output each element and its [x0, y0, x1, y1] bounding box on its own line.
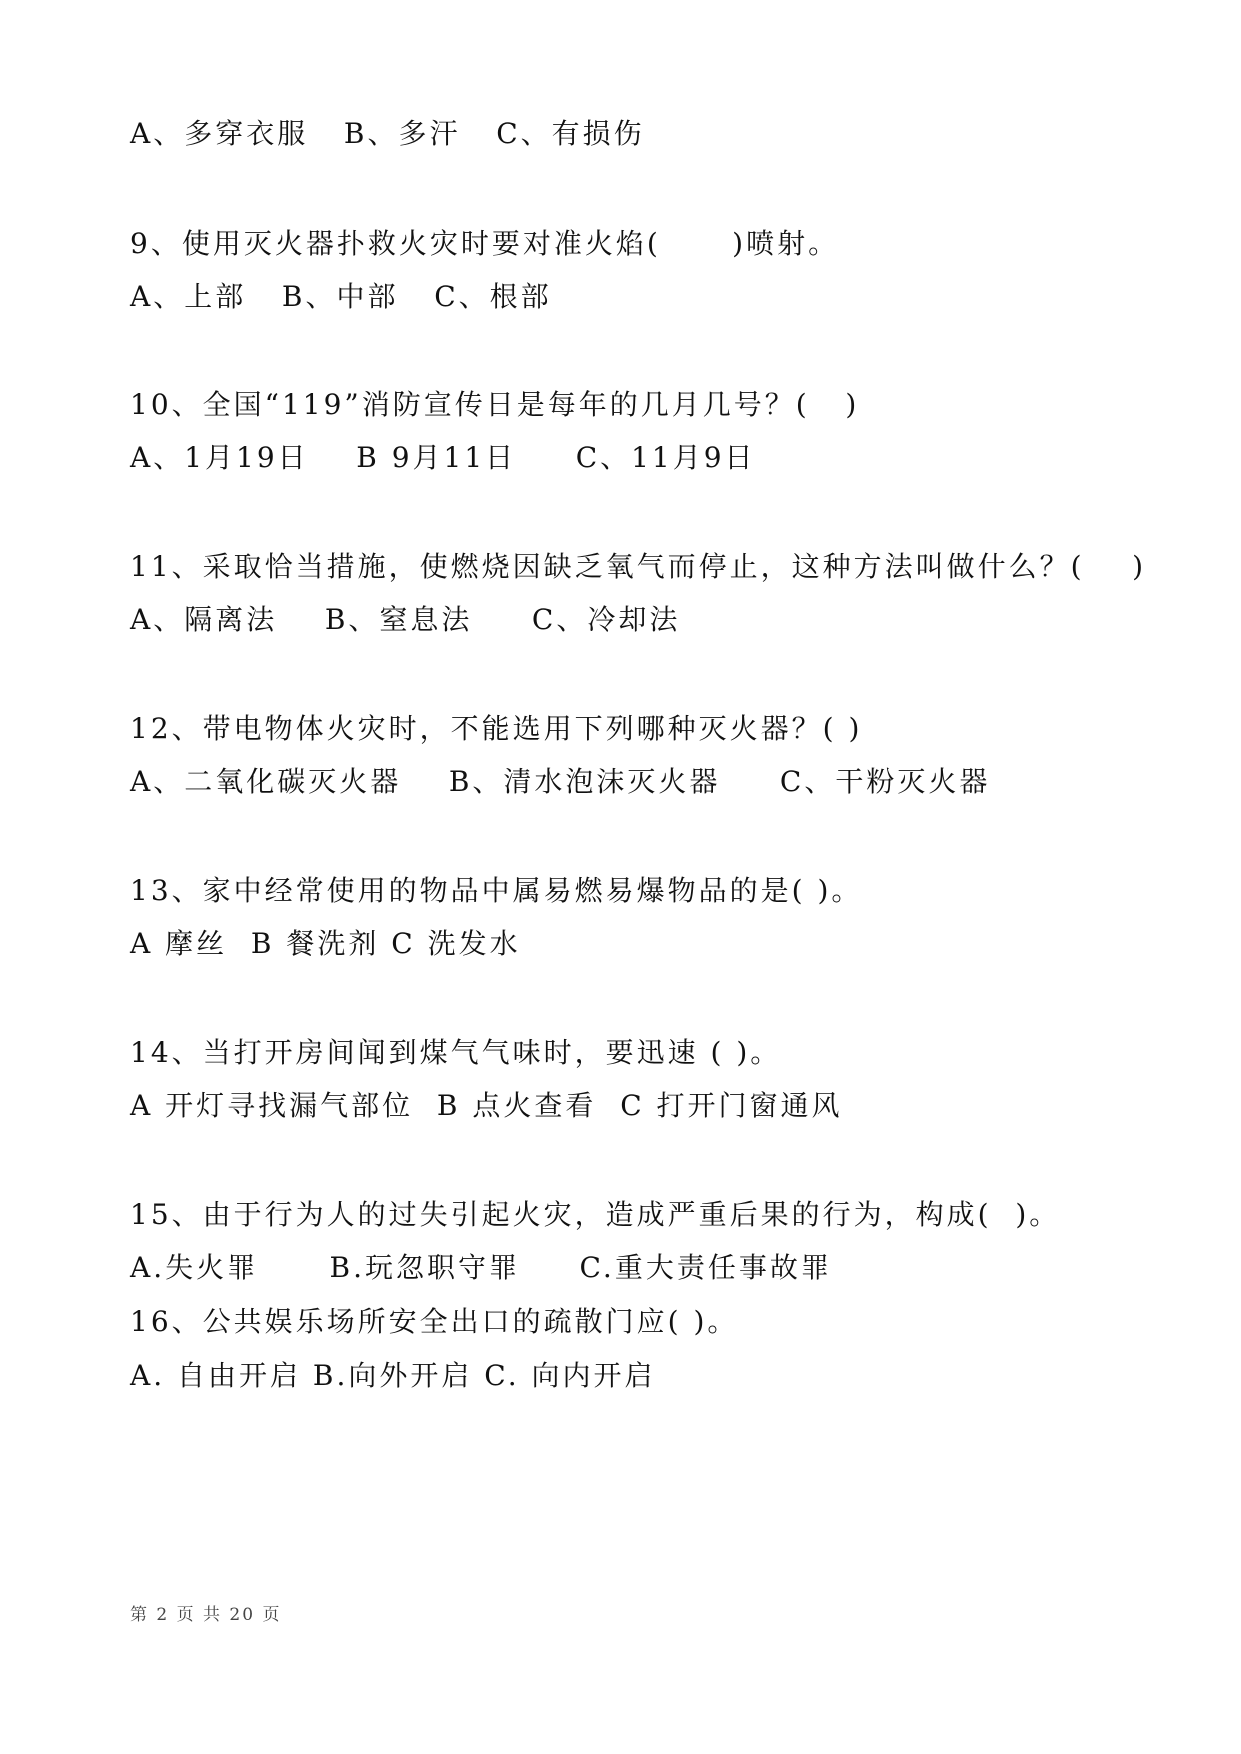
question-16: 16、公共娱乐场所安全出口的疏散门应( )。 [130, 1305, 739, 1338]
question-14: 14、当打开房间闻到煤气气味时，要迅速 ( )。 [130, 1036, 782, 1069]
question-10: 10、全国“119”消防宣传日是每年的几月几号？( ) [130, 388, 860, 421]
question-13: 13、家中经常使用的物品中属易燃易爆物品的是( )。 [130, 874, 863, 907]
options-q9: A、上部 B、中部 C、根部 [130, 280, 552, 313]
options-q14: A 开灯寻找漏气部位 B 点火查看 C 打开门窗通风 [130, 1089, 843, 1122]
question-9: 9、使用灭火器扑救火灾时要对准火焰( )喷射。 [130, 227, 840, 260]
question-11: 11、采取恰当措施，使燃烧因缺乏氧气而停止，这种方法叫做什么？( ) [130, 550, 1147, 583]
options-q8: A、多穿衣服 B、多汗 C、有损伤 [130, 117, 645, 150]
options-q13: A 摩丝 B 餐洗剂 C 洗发水 [130, 927, 521, 960]
options-q11: A、隔离法 B、窒息法 C、冷却法 [130, 603, 681, 636]
question-12: 12、带电物体火灾时，不能选用下列哪种灭火器？( ) [130, 712, 863, 745]
options-q12: A、二氧化碳灭火器 B、清水泡沫灭火器 C、干粉灭火器 [130, 765, 991, 798]
options-q15: A.失火罪 B.玩忽职守罪 C.重大责任事故罪 [130, 1251, 832, 1284]
question-15: 15、由于行为人的过失引起火灾，造成严重后果的行为，构成( )。 [130, 1198, 1061, 1231]
options-q10: A、1月19日 B 9月11日 C、11月9日 [130, 441, 756, 474]
options-q16: A. 自由开启 B.向外开启 C. 向内开启 [130, 1359, 656, 1392]
page-footer: 第 2 页 共 20 页 [130, 1605, 282, 1625]
